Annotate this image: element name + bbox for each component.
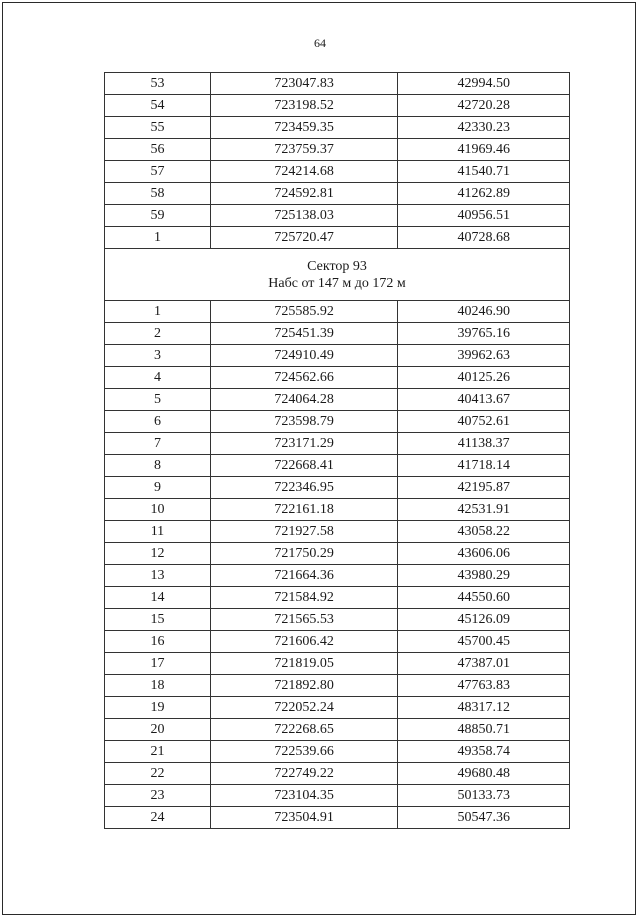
coordinate-y: 41540.71 (398, 161, 570, 183)
coordinate-x: 722052.24 (210, 697, 397, 719)
coordinate-x: 722161.18 (210, 499, 397, 521)
point-number: 10 (105, 499, 211, 521)
point-number: 16 (105, 631, 211, 653)
coordinate-x: 723504.91 (210, 807, 397, 829)
table-row (105, 161, 570, 183)
coordinate-x: 721927.58 (210, 521, 397, 543)
coordinate-x: 721750.29 (210, 543, 397, 565)
coordinate-x: 721664.36 (210, 565, 397, 587)
coordinate-y: 44550.60 (398, 587, 570, 609)
table-row (105, 345, 570, 367)
coordinate-x: 721892.80 (210, 675, 397, 697)
coordinate-y: 47387.01 (398, 653, 570, 675)
point-number: 11 (105, 521, 211, 543)
table-row (105, 587, 570, 609)
table-row (105, 301, 570, 323)
coordinate-x: 721584.92 (210, 587, 397, 609)
point-number: 22 (105, 763, 211, 785)
coordinate-y: 45700.45 (398, 631, 570, 653)
table-row (105, 205, 570, 227)
coordinate-x: 723198.52 (210, 95, 397, 117)
coordinate-x: 722668.41 (210, 455, 397, 477)
point-number: 21 (105, 741, 211, 763)
point-number: 18 (105, 675, 211, 697)
coordinate-x: 721606.42 (210, 631, 397, 653)
point-number: 12 (105, 543, 211, 565)
coordinate-y: 42195.87 (398, 477, 570, 499)
coordinate-x: 723598.79 (210, 411, 397, 433)
point-number: 59 (105, 205, 211, 227)
point-number: 4 (105, 367, 211, 389)
sector-header (105, 249, 570, 301)
point-number: 14 (105, 587, 211, 609)
table-row (105, 785, 570, 807)
table-row (105, 675, 570, 697)
coordinate-y: 43980.29 (398, 565, 570, 587)
coordinate-y: 47763.83 (398, 675, 570, 697)
point-number: 17 (105, 653, 211, 675)
coordinate-y: 49680.48 (398, 763, 570, 785)
coordinate-x: 724064.28 (210, 389, 397, 411)
table-row (105, 73, 570, 95)
coordinate-y: 41138.37 (398, 433, 570, 455)
coordinate-y: 41969.46 (398, 139, 570, 161)
table-row (105, 719, 570, 741)
coordinate-x: 723171.29 (210, 433, 397, 455)
point-number: 24 (105, 807, 211, 829)
point-number: 5 (105, 389, 211, 411)
coordinate-x: 723459.35 (210, 117, 397, 139)
coordinate-y: 43058.22 (398, 521, 570, 543)
rows-before-sector (105, 73, 570, 249)
coordinate-x: 724910.49 (210, 345, 397, 367)
coordinate-y: 41718.14 (398, 455, 570, 477)
table-row (105, 521, 570, 543)
coordinate-x: 722539.66 (210, 741, 397, 763)
table-row (105, 183, 570, 205)
table-row (105, 543, 570, 565)
table-row (105, 565, 570, 587)
point-number: 55 (105, 117, 211, 139)
table-row (105, 609, 570, 631)
point-number: 57 (105, 161, 211, 183)
table-row (105, 741, 570, 763)
coordinate-x: 723104.35 (210, 785, 397, 807)
point-number: 9 (105, 477, 211, 499)
coordinate-y: 42720.28 (398, 95, 570, 117)
point-number: 20 (105, 719, 211, 741)
table-row (105, 323, 570, 345)
point-number: 19 (105, 697, 211, 719)
coordinate-y: 40125.26 (398, 367, 570, 389)
table-row (105, 117, 570, 139)
coordinate-x: 721565.53 (210, 609, 397, 631)
table-row (105, 697, 570, 719)
point-number: 6 (105, 411, 211, 433)
coordinate-x: 722268.65 (210, 719, 397, 741)
point-number: 56 (105, 139, 211, 161)
point-number: 13 (105, 565, 211, 587)
coordinate-y: 39765.16 (398, 323, 570, 345)
coordinate-x: 724214.68 (210, 161, 397, 183)
coordinate-x: 723047.83 (210, 73, 397, 95)
coordinate-y: 48317.12 (398, 697, 570, 719)
coordinate-x: 725451.39 (210, 323, 397, 345)
coordinate-x: 721819.05 (210, 653, 397, 675)
point-number: 53 (105, 73, 211, 95)
table-row (105, 653, 570, 675)
coordinate-y: 41262.89 (398, 183, 570, 205)
point-number: 54 (105, 95, 211, 117)
table-row (105, 499, 570, 521)
coordinate-y: 42531.91 (398, 499, 570, 521)
coordinate-x: 722346.95 (210, 477, 397, 499)
table-row (105, 807, 570, 829)
coordinate-x: 725720.47 (210, 227, 397, 249)
coordinate-y: 40246.90 (398, 301, 570, 323)
point-number: 3 (105, 345, 211, 367)
table-row (105, 631, 570, 653)
page-number: 64 (314, 36, 326, 50)
coordinate-y: 42330.23 (398, 117, 570, 139)
coordinate-y: 48850.71 (398, 719, 570, 741)
table-row (105, 95, 570, 117)
sector-title: Сектор 93 (307, 258, 367, 274)
coordinates-table (104, 72, 570, 829)
point-number: 1 (105, 301, 211, 323)
table-row (105, 477, 570, 499)
point-number: 1 (105, 227, 211, 249)
coordinate-y: 39962.63 (398, 345, 570, 367)
coordinate-x: 724592.81 (210, 183, 397, 205)
point-number: 23 (105, 785, 211, 807)
coordinate-x: 722749.22 (210, 763, 397, 785)
coordinate-x: 723759.37 (210, 139, 397, 161)
point-number: 58 (105, 183, 211, 205)
table-row (105, 227, 570, 249)
table-row (105, 389, 570, 411)
coordinate-y: 43606.06 (398, 543, 570, 565)
coordinate-y: 50133.73 (398, 785, 570, 807)
sector-subtitle: Набс от 147 м до 172 м (268, 275, 406, 291)
coordinate-y: 49358.74 (398, 741, 570, 763)
table-row (105, 411, 570, 433)
table-row (105, 433, 570, 455)
point-number: 7 (105, 433, 211, 455)
sector-header-group (105, 249, 570, 301)
coordinate-y: 50547.36 (398, 807, 570, 829)
coordinate-x: 725138.03 (210, 205, 397, 227)
coordinate-y: 40413.67 (398, 389, 570, 411)
rows-after-sector (105, 301, 570, 829)
point-number: 2 (105, 323, 211, 345)
coordinate-y: 40728.68 (398, 227, 570, 249)
point-number: 8 (105, 455, 211, 477)
point-number: 15 (105, 609, 211, 631)
coordinate-y: 40956.51 (398, 205, 570, 227)
table-row (105, 139, 570, 161)
coordinate-x: 725585.92 (210, 301, 397, 323)
coordinate-y: 40752.61 (398, 411, 570, 433)
coordinate-x: 724562.66 (210, 367, 397, 389)
table-row (105, 763, 570, 785)
sector-header-row (105, 249, 570, 301)
coordinate-y: 45126.09 (398, 609, 570, 631)
table-row (105, 455, 570, 477)
coordinate-y: 42994.50 (398, 73, 570, 95)
table-row (105, 367, 570, 389)
